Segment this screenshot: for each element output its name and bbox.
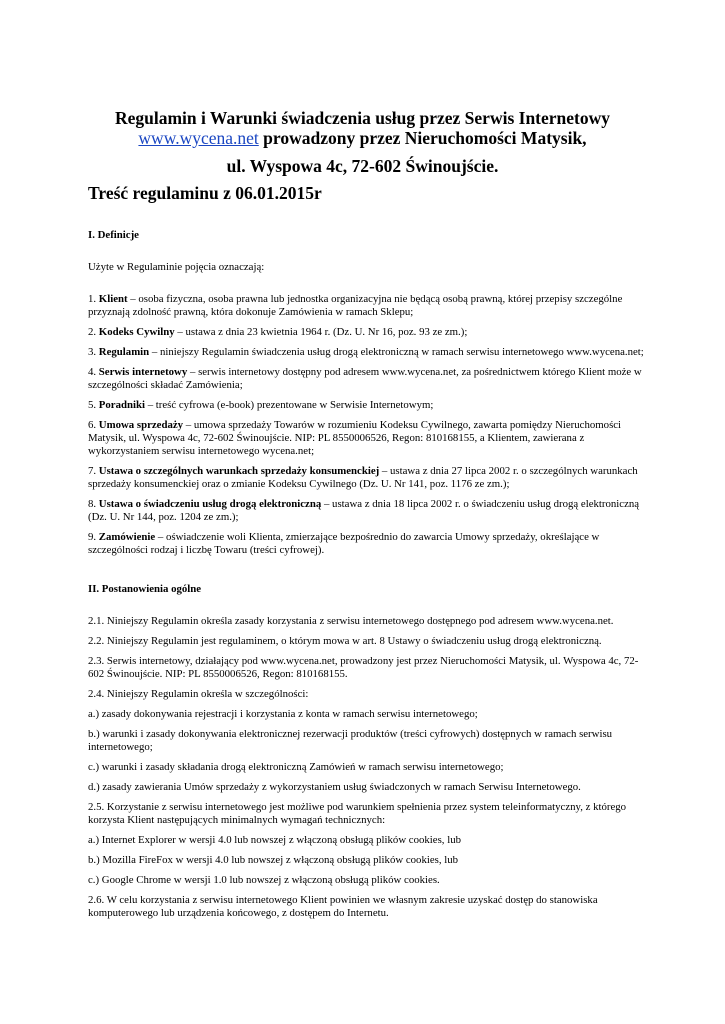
definition-term: Klient	[98, 293, 128, 305]
definitions-list	[88, 293, 648, 557]
definition-term: Ustawa o szczególnych warunkach sprzedaży konsumenckiej	[98, 465, 380, 477]
provision-paragraph: 2.4. Niniejszy Regulamin określa w szczególności:	[88, 688, 309, 700]
definition-item	[88, 419, 648, 458]
definition-text: – ustawa z dnia 27 lipca 2002 r. o szczególnych warunkach sprzedaży konsumenckiej oraz o zmianie Kodeksu Cywilnego (Dz. U. Nr 141, poz. 1176 ze zm.);	[88, 465, 638, 490]
definition-number: 6.	[88, 419, 99, 431]
provision-paragraph: c.) Google Chrome w wersji 1.0 lub nowszej z włączoną obsługą plików cookies.	[88, 874, 440, 886]
definition-item	[88, 399, 648, 412]
definition-item	[88, 293, 648, 319]
definition-item	[88, 366, 648, 392]
definition-term: Serwis internetowy	[98, 366, 188, 378]
provision-paragraph: b.) warunki i zasady dokonywania elektronicznej rezerwacji produktów (treści cyfrowych) dostępnych w ramach serwisu internetowego;	[88, 728, 613, 753]
general-provisions-list	[88, 615, 648, 920]
document-title-line3: ul. Wyspowa 4c, 72-602 Świnoujście.	[226, 156, 499, 176]
definition-number: 5.	[88, 399, 99, 411]
definition-number: 2.	[88, 326, 99, 338]
section-heading-definitions: I. Definicje	[88, 229, 139, 241]
definition-number: 7.	[88, 465, 99, 477]
definition-item	[88, 326, 648, 339]
document-title-line1: Regulamin i Warunki świadczenia usług przez Serwis Internetowy	[114, 108, 611, 128]
provision-paragraph: 2.2. Niniejszy Regulamin jest regulaminem, o którym mowa w art. 8 Ustawy o świadczeniu usług drogą elektroniczną.	[88, 635, 602, 647]
definition-text: – niniejszy Regulamin świadczenia usług drogą elektroniczną w ramach serwisu internetowego www.wycena.net;	[149, 346, 644, 358]
definition-text: – osoba fizyczna, osoba prawna lub jednostka organizacyjna nie będącą osobą prawną, której przepisy szczególne przyznają zdolność prawną, która dokonuje Zamówienia w ramach Sklepu;	[88, 293, 623, 318]
definition-item	[88, 465, 648, 491]
document-body	[88, 229, 648, 927]
section-heading-general: II. Postanowienia ogólne	[88, 583, 202, 595]
provision-paragraph: 2.5. Korzystanie z serwisu internetowego jest możliwe pod warunkiem spełnienia przez system teleinformatyczny, z którego korzysta Klient następujących minimalnych wymagań technicznych:	[88, 801, 627, 826]
provision-paragraph: 2.1. Niniejszy Regulamin określa zasady korzystania z serwisu internetowego dostępnego pod adresem www.wycena.net.	[88, 615, 614, 627]
definition-text: – serwis internetowy dostępny pod adresem www.wycena.net, za pośrednictwem którego Klient może w szczególności składać Zamówienia;	[88, 366, 642, 391]
definition-text: – umowa sprzedaży Towarów w rozumieniu Kodeksu Cywilnego, zawarta pomiędzy Nieruchomości Matysik, ul. Wyspowa 4c, 72-602 Świnoujście. NIP: PL 8550006526, Regon: 810168155, a Klientem, zawierana z wykorzystaniem serwisu internetowego wycena.net;	[88, 419, 622, 457]
document-title-line2	[0, 127, 725, 150]
provision-paragraph: a.) Internet Explorer w wersji 4.0 lub nowszej z włączoną obsługą plików cookies, lub	[88, 834, 461, 846]
definition-term: Kodeks Cywilny	[98, 326, 175, 338]
definition-item	[88, 498, 648, 524]
document-title-line2-text: prowadzony przez Nieruchomości Matysik,	[258, 128, 587, 148]
definition-text: – oświadczenie woli Klienta, zmierzające bezpośrednio do zawarcia Umowy sprzedaży, określające w szczególności rodzaj i liczbę Towaru (treści cyfrowej).	[88, 531, 600, 556]
definition-text: – ustawa z dnia 23 kwietnia 1964 r. (Dz. U. Nr 16, poz. 93 ze zm.);	[174, 326, 468, 338]
definition-term: Zamówienie	[98, 531, 156, 543]
provision-paragraph: a.) zasady dokonywania rejestracji i korzystania z konta w ramach serwisu internetowego;	[88, 708, 478, 720]
definition-item	[88, 531, 648, 557]
definitions-intro: Użyte w Regulaminie pojęcia oznaczają:	[88, 261, 265, 273]
provision-paragraph: c.) warunki i zasady składania drogą elektroniczną Zamówień w ramach serwisu internetowego;	[88, 761, 504, 773]
definition-number: 9.	[88, 531, 99, 543]
website-link[interactable]: www.wycena.net	[138, 128, 259, 148]
definition-number: 8.	[88, 498, 99, 510]
provision-paragraph: b.) Mozilla FireFox w wersji 4.0 lub nowszej z włączoną obsługą plików cookies, lub	[88, 854, 459, 866]
definition-item	[88, 346, 648, 359]
definition-term: Regulamin	[98, 346, 150, 358]
provision-paragraph: 2.3. Serwis internetowy, działający pod www.wycena.net, prowadzony jest przez Nieruchomości Matysik, ul. Wyspowa 4c, 72-602 Świnoujście. NIP: PL 8550006526, Regon: 810168155.	[88, 655, 639, 680]
definition-number: 3.	[88, 346, 99, 358]
document-subtitle: Treść regulaminu z 06.01.2015r	[88, 183, 322, 203]
definition-term: Poradniki	[98, 399, 145, 411]
definition-term: Ustawa o świadczeniu usług drogą elektroniczną	[98, 498, 322, 510]
definition-term: Umowa sprzedaży	[98, 419, 184, 431]
definition-number: 4.	[88, 366, 99, 378]
definition-text: – treść cyfrowa (e-book) prezentowane w Serwisie Internetowym;	[145, 399, 434, 411]
definition-number: 1.	[88, 293, 99, 305]
provision-paragraph: 2.6. W celu korzystania z serwisu internetowego Klient powinien we własnym zakresie uzyskać dostęp do stanowiska komputerowego lub urządzenia końcowego, z dostępem do Internetu.	[88, 894, 598, 919]
provision-paragraph: d.) zasady zawierania Umów sprzedaży z wykorzystaniem usług świadczonych w ramach Serwisu Internetowego.	[88, 781, 581, 793]
definition-text: – ustawa z dnia 18 lipca 2002 r. o świadczeniu usług drogą elektroniczną (Dz. U. Nr 144, poz. 1204 ze zm.);	[88, 498, 640, 523]
